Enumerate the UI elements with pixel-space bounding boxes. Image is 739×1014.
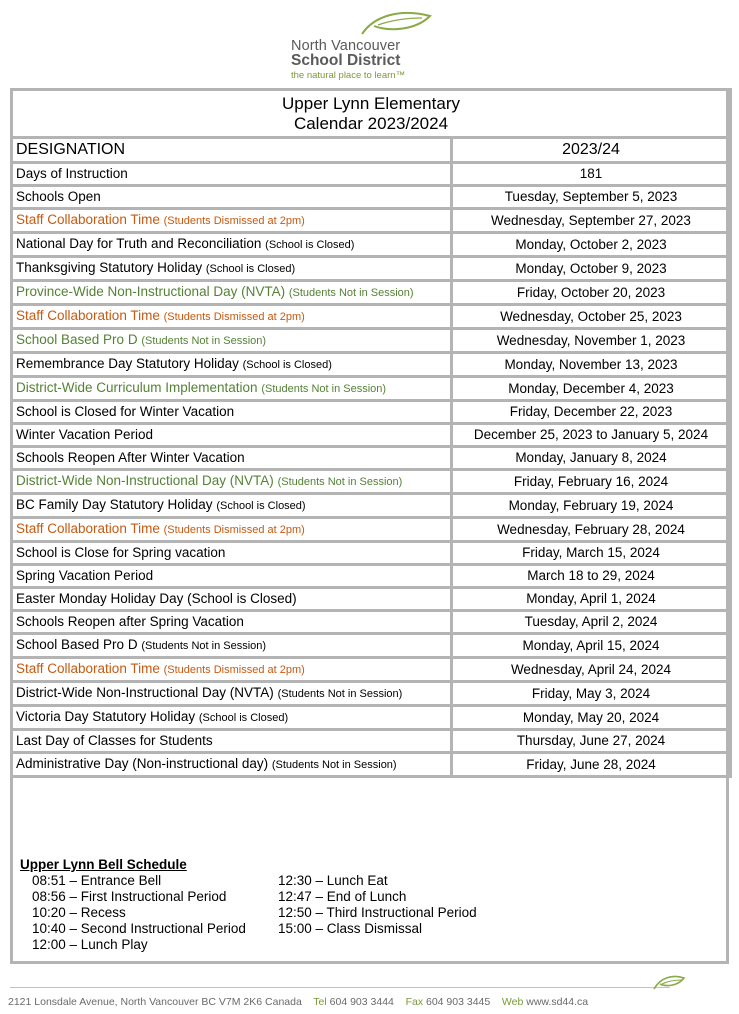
table-row: [12, 565, 731, 588]
footer-tel: 604 903 3444: [329, 996, 394, 1008]
designation-cell: [12, 377, 452, 401]
event-label: Schools Reopen after Spring Vacation: [16, 614, 244, 629]
date-cell: Thursday, June 27, 2024: [452, 730, 731, 753]
designation-cell: [12, 233, 452, 257]
date-cell: Friday, March 15, 2024: [452, 542, 731, 565]
bell-schedule-item: 15:00 – Class Dismissal: [278, 921, 423, 936]
event-note: (Students Dismissed at 2pm): [163, 311, 305, 323]
title-cell: [12, 90, 731, 138]
event-note: (School is Closed): [265, 239, 355, 251]
designation-cell: [12, 209, 452, 233]
event-label: Province-Wide Non-Instructional Day (NVTA): [16, 284, 286, 299]
date-cell: Tuesday, September 5, 2023: [452, 186, 731, 209]
date-cell: Monday, December 4, 2023: [452, 377, 731, 401]
event-label: National Day for Truth and Reconciliation: [16, 236, 262, 251]
footer-web-link[interactable]: www.sd44.ca: [526, 996, 589, 1008]
event-label: School is Close for Spring vacation: [16, 545, 226, 560]
event-note: (Students Not in Session): [141, 335, 267, 347]
event-note: (Students Not in Session): [271, 759, 397, 771]
bell-schedule-item: 10:20 – Recess: [32, 905, 126, 920]
date-cell: Friday, December 22, 2023: [452, 401, 731, 424]
bell-schedule-item: 10:40 – Second Instructional Period: [32, 921, 246, 936]
table-row: [12, 447, 731, 470]
logo-line-1: North Vancouver: [291, 38, 401, 54]
event-note: (Students Not in Session): [277, 476, 403, 488]
event-label: Thanksgiving Statutory Holiday: [16, 260, 203, 275]
event-label: BC Family Day Statutory Holiday: [16, 497, 213, 512]
calendar-table: [10, 88, 732, 778]
date-cell: Monday, October 9, 2023: [452, 257, 731, 281]
bell-schedule-title: Upper Lynn Bell Schedule: [20, 857, 187, 872]
designation-cell: [12, 542, 452, 565]
table-row: [12, 518, 731, 542]
designation-cell: [12, 730, 452, 753]
event-note: (School is Closed): [216, 500, 306, 512]
event-label: Staff Collaboration Time: [16, 661, 160, 676]
designation-cell: [12, 163, 452, 186]
leaf-icon: [360, 8, 432, 36]
event-label: Winter Vacation Period: [16, 427, 154, 442]
designation-cell: [12, 611, 452, 634]
table-row: [12, 470, 731, 494]
bell-schedule-left-column: [32, 873, 246, 953]
table-row: [12, 281, 731, 305]
bell-schedule-right-column: [278, 873, 477, 937]
event-label: District-Wide Non-Instructional Day (NVTA): [16, 473, 274, 488]
table-row: [12, 682, 731, 706]
event-label: Schools Reopen After Winter Vacation: [16, 450, 245, 465]
event-label: Spring Vacation Period: [16, 568, 154, 583]
table-row: [12, 257, 731, 281]
designation-cell: [12, 353, 452, 377]
designation-cell: [12, 588, 452, 611]
event-note: (Students Not in Session): [277, 688, 403, 700]
event-note: (Students Dismissed at 2pm): [163, 524, 305, 536]
date-cell: Monday, February 19, 2024: [452, 494, 731, 518]
event-label: Last Day of Classes for Students: [16, 733, 213, 748]
event-label: Administrative Day (Non-instructional day): [16, 756, 269, 771]
table-row: [12, 634, 731, 658]
district-logo: [290, 8, 460, 81]
event-note: (Students Dismissed at 2pm): [163, 664, 305, 676]
table-row: [12, 377, 731, 401]
event-note: (Students Not in Session): [288, 287, 414, 299]
designation-cell: [12, 753, 452, 777]
event-label: Staff Collaboration Time: [16, 212, 160, 227]
date-cell: Tuesday, April 2, 2024: [452, 611, 731, 634]
table-row: [12, 353, 731, 377]
event-label: School is Closed for Winter Vacation: [16, 404, 235, 419]
table-row: [12, 163, 731, 186]
bell-schedule-item: 12:30 – Lunch Eat: [278, 873, 388, 888]
date-cell: March 18 to 29, 2024: [452, 565, 731, 588]
date-cell: 181: [452, 163, 731, 186]
event-label: Schools Open: [16, 189, 101, 204]
event-label: Staff Collaboration Time: [16, 521, 160, 536]
footer-address: 2121 Lonsdale Avenue, North Vancouver BC V7M 2K6 Canada: [8, 996, 302, 1008]
event-note: (School is Closed): [242, 359, 332, 371]
table-row: [12, 730, 731, 753]
table-row: [12, 329, 731, 353]
bell-schedule-item: 08:51 – Entrance Bell: [32, 873, 162, 888]
table-row: [12, 209, 731, 233]
logo-line-2: School District: [291, 52, 401, 69]
table-row: [12, 305, 731, 329]
date-cell: December 25, 2023 to January 5, 2024: [452, 424, 731, 447]
table-row: [12, 233, 731, 257]
table-row: [12, 542, 731, 565]
calendar-subtitle: Calendar 2023/2024: [293, 114, 449, 133]
event-note: (Students Not in Session): [261, 383, 387, 395]
event-note: (School is Closed): [198, 712, 289, 724]
designation-cell: [12, 401, 452, 424]
event-label: District-Wide Non-Instructional Day (NVTA): [16, 685, 274, 700]
designation-cell: [12, 424, 452, 447]
table-row: [12, 588, 731, 611]
date-cell: Monday, October 2, 2023: [452, 233, 731, 257]
bell-schedule-item: 12:00 – Lunch Play: [32, 937, 148, 952]
designation-cell: [12, 634, 452, 658]
footer-tel-label: Tel: [313, 996, 327, 1008]
date-cell: Monday, April 15, 2024: [452, 634, 731, 658]
event-label: School Based Pro D: [16, 637, 138, 652]
date-cell: Monday, May 20, 2024: [452, 706, 731, 730]
bell-schedule-item: 12:47 – End of Lunch: [278, 889, 407, 904]
footer-divider: [10, 987, 670, 988]
date-cell: Wednesday, October 25, 2023: [452, 305, 731, 329]
event-label: Days of Instruction: [16, 166, 128, 181]
designation-cell: [12, 281, 452, 305]
table-row: [12, 753, 731, 777]
footer-fax-label: Fax: [405, 996, 424, 1008]
designation-cell: [12, 186, 452, 209]
designation-cell: [12, 447, 452, 470]
logo-tagline: the natural place to learn™: [291, 70, 406, 81]
title-row: [12, 90, 731, 138]
footer-fax: 604 903 3445: [426, 996, 491, 1008]
event-note: (Students Not in Session): [141, 640, 267, 652]
table-row: [12, 186, 731, 209]
table-row: [12, 494, 731, 518]
event-label: Easter Monday Holiday Day (School is Closed): [16, 591, 297, 606]
table-row: [12, 706, 731, 730]
designation-cell: [12, 706, 452, 730]
designation-cell: [12, 329, 452, 353]
designation-cell: [12, 494, 452, 518]
footer-contact: [8, 996, 588, 1008]
event-label: Staff Collaboration Time: [16, 308, 160, 323]
date-cell: Monday, November 13, 2023: [452, 353, 731, 377]
designation-cell: [12, 682, 452, 706]
table-row: [12, 424, 731, 447]
bell-schedule-item: 08:56 – First Instructional Period: [32, 889, 227, 904]
date-cell: Friday, June 28, 2024: [452, 753, 731, 777]
date-cell: Friday, February 16, 2024: [452, 470, 731, 494]
date-cell: Wednesday, February 28, 2024: [452, 518, 731, 542]
footer-web-label: Web: [501, 996, 524, 1008]
designation-cell: [12, 565, 452, 588]
event-label: School Based Pro D: [16, 332, 138, 347]
event-label: Victoria Day Statutory Holiday: [16, 709, 196, 724]
designation-cell: [12, 518, 452, 542]
date-cell: Monday, January 8, 2024: [452, 447, 731, 470]
designation-cell: [12, 257, 452, 281]
school-name: Upper Lynn Elementary: [282, 94, 460, 113]
designation-cell: [12, 470, 452, 494]
event-label: District-Wide Curriculum Implementation: [16, 380, 258, 395]
header-row: [12, 138, 731, 163]
bell-schedule-item: 12:50 – Third Instructional Period: [278, 905, 477, 920]
designation-cell: [12, 305, 452, 329]
date-cell: Wednesday, November 1, 2023: [452, 329, 731, 353]
date-cell: Wednesday, September 27, 2023: [452, 209, 731, 233]
date-cell: Friday, May 3, 2024: [452, 682, 731, 706]
year-header: 2023/24: [452, 138, 731, 163]
date-cell: Friday, October 20, 2023: [452, 281, 731, 305]
event-label: Remembrance Day Statutory Holiday: [16, 356, 239, 371]
leaf-icon: [652, 974, 686, 990]
designation-header: DESIGNATION: [12, 138, 452, 163]
designation-cell: [12, 658, 452, 682]
bell-schedule: [20, 857, 477, 952]
date-cell: Monday, April 1, 2024: [452, 588, 731, 611]
table-row: [12, 658, 731, 682]
table-row: [12, 401, 731, 424]
date-cell: Wednesday, April 24, 2024: [452, 658, 731, 682]
table-row: [12, 611, 731, 634]
event-note: (Students Dismissed at 2pm): [163, 215, 305, 227]
event-note: (School is Closed): [205, 263, 296, 275]
